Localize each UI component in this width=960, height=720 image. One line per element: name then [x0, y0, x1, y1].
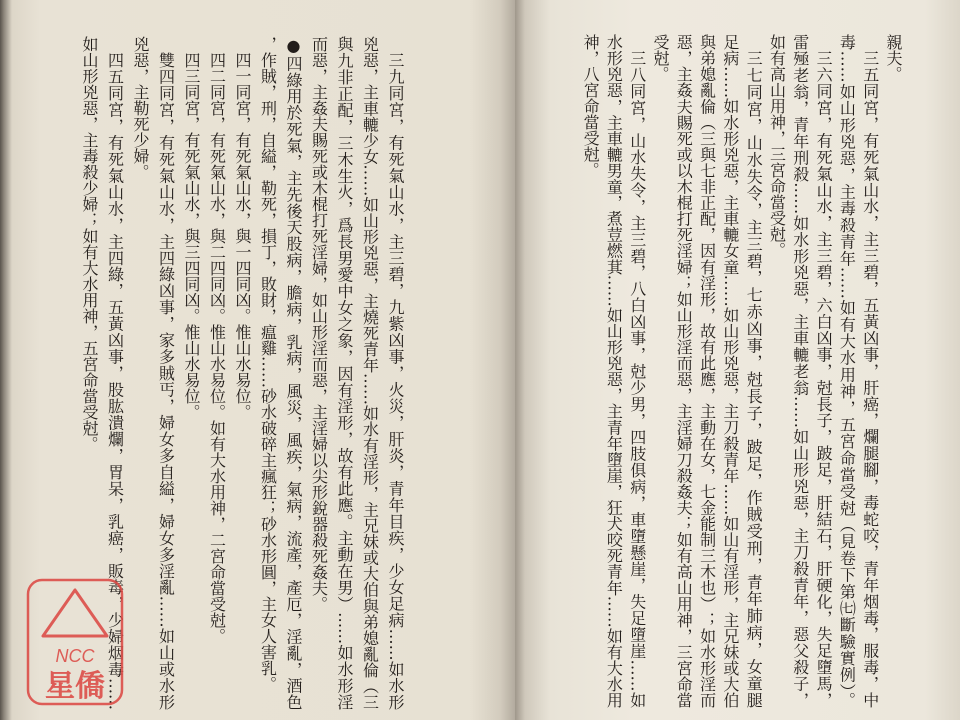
text-column: ，作賊，刑，自縊，勒死，損丁，敗財，瘟雞……砂水破碎主瘋狂；砂水形圓，主女人害乳。	[258, 36, 278, 692]
text-column: 水形兇惡，主車轆男童，煮荳燃萁……如山形兇惡，主青年墮崖，狂犬咬死青年……如有大水用	[604, 34, 624, 708]
text-column: 如有高山用神，三宮命當受尅。	[767, 34, 787, 258]
text-column: 三五同宮，有死氣山水，主三碧，五黃凶事，肝癌，爛腿腳，毒蛇咬，青年烟毒，服毒，中	[860, 50, 880, 708]
right-page	[515, 0, 960, 720]
text-column: 四一同宮，有死氣山水，與一四同凶。惟山水易位。	[233, 52, 252, 420]
watermark-name: 星僑	[45, 669, 105, 704]
text-column: 神，八宮命當受尅。	[581, 34, 601, 178]
text-column: 四二同宮，有死氣山水，與二四同凶。惟山水易位。如有大水用神，二宮命當受尅。	[207, 52, 227, 644]
text-column: 雷殛老翁，青年刑殺……如水形兇惡，主車轆老翁……如山形兇惡，主刀殺青年，惡父殺子，	[790, 34, 810, 708]
text-column: 與九非正配，三木生火，爲長男愛中女之象，因有淫形，故有此應。主動在男）……如水形淫	[335, 36, 354, 710]
text-column: 足病……如水形兇惡，主車轆女童……如山形兇惡，主刀殺青年……如山有淫形，主兄妹或大伯	[720, 34, 740, 708]
text-column: 受尅。	[651, 34, 670, 82]
text-column: 而惡，主姦夫賜死或木棍打死淫婦，如山形淫而惡，主淫婦以尖形銳器殺死姦夫。	[309, 36, 329, 612]
text-column: 惡，主姦夫賜死或以木棍打死淫婦；如山形淫而惡，主淫婦刀殺姦夫；如有高山用神，三宮命當	[674, 34, 694, 708]
watermark-brand: NCC	[55, 646, 95, 666]
ncc-watermark-logo	[26, 578, 124, 706]
text-column: 兇惡，主勒死少婦。	[131, 36, 150, 180]
text-column: 毒……如山形兇惡，主毒殺青年……如有大水用神，五宮命當受尅（見卷下第㈦斷驗實例）。	[837, 34, 857, 708]
text-column: 雙四同宮，有死氣山水，主四綠凶事，家多賊丐，婦女多自縊，婦女多淫亂……如山或水形	[156, 52, 176, 710]
triangle-icon	[43, 590, 107, 636]
text-column: 三七同宮，山水失令，主三碧，七赤凶事，尅長子，跛足，作賊受刑，青年肺病，女童腿	[744, 50, 764, 708]
text-column: 三九同宮，有死氣山水，主三碧，九紫凶事，火災，肝炎，青年目疾，少女足病……如水形	[386, 52, 405, 710]
text-column: 三六同宮，有死氣山水，主三碧，六白凶事，尅長子，跛足，肝結石，肝硬化，失足墮馬，	[814, 50, 834, 708]
text-column: 與弟媳亂倫（三與七非正配，因有淫形，故有此應，主動在女，七金能制三木也）；如水形淫而	[697, 34, 717, 708]
text-column: 如山形兇惡，主毒殺少婦；如有大水用神，五宮命當受尅。	[80, 36, 99, 452]
text-column: ●四綠用於死氣，主先後天股病，膽病，乳病，風災，風疾，氣病，流產，產厄，淫亂，酒色	[284, 36, 303, 710]
text-column: 三八同宮，山水失令，主三碧，八白凶事，尅少男，四肢俱病，車墮懸崖，失足墮崖……如	[627, 50, 647, 708]
text-column: 兇惡，主車轆少女……如山形兇惡，主燒死青年……如水有淫形，主兄妹或大伯與弟媳亂倫（三	[360, 36, 380, 710]
text-column: 親夫。	[884, 34, 903, 82]
text-column: 四五同宮，有死氣山水，主四綠，五黃凶事，股肱潰爛，胃呆，乳癌，販毒，少婦烟毒……	[105, 52, 125, 710]
text-column: 四三同宮，有死氣山水，與三四同凶。惟山水易位。	[182, 52, 201, 420]
